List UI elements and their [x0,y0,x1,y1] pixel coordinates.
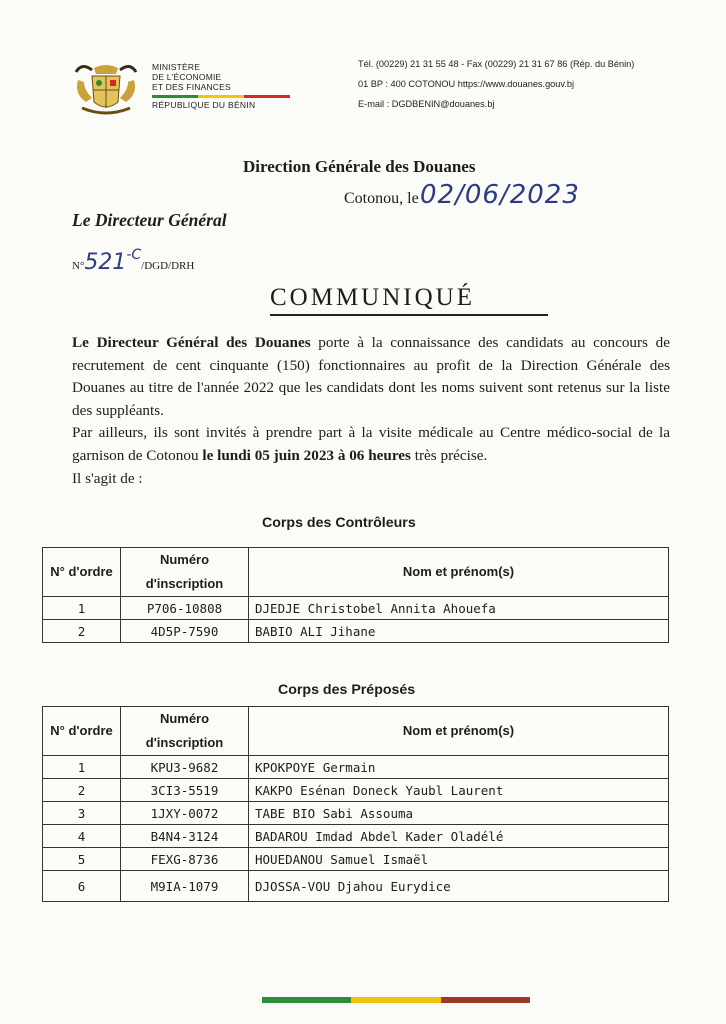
table-row [43,825,669,848]
body-paragraph-2 [72,422,670,467]
body-p2-end: très précise. [410,446,488,464]
cell-inscription: 4D5P-7590 [121,620,249,643]
cell-order: 6 [43,871,121,902]
contact-phone-line: Tél. (00229) 21 31 55 48 - Fax (00229) 21 31 67 86 (Rép. du Bénin) [358,59,635,69]
cell-name: BABIO ALI Jihane [249,620,669,643]
section-title-preposes: Corps des Préposés [278,682,416,698]
cell-name: BADAROU Imdad Abdel Kader Oladélé [249,825,669,848]
footer-color-band [262,997,530,1003]
table-row [43,779,669,802]
ministry-line: MINISTÈRE [152,62,201,72]
cell-order: 2 [43,620,121,643]
signatory-title: Le Directeur Général [72,210,227,230]
reference-suffix: -C [126,247,142,263]
cell-order: 5 [43,848,121,871]
contact-block [358,54,634,114]
cell-inscription: 1JXY-0072 [121,802,249,825]
table-header-row [43,548,669,597]
cell-name: HOUEDANOU Samuel Ismaël [249,848,669,871]
section-title-controleurs: Corps des Contrôleurs [262,515,416,531]
reference-prefix: N° [72,260,85,272]
body-paragraph-3: Il s'agit de : [72,469,143,487]
republic-label: RÉPUBLIQUE DU BÉNIN [152,100,256,110]
cell-order: 2 [43,779,121,802]
header-name: Nom et prénom(s) [249,707,669,756]
reference-number [72,247,195,275]
contact-address-line: 01 BP : 400 COTONOU https://www.douanes.gouv.bj [358,79,575,89]
cell-inscription: 3CI3-5519 [121,779,249,802]
ministry-line: DE L'ÉCONOMIE [152,72,222,82]
body-paragraph-1 [72,332,670,422]
header-inscription: Numéro d'inscription [121,548,249,597]
cell-order: 1 [43,756,121,779]
body-p2-bold: le lundi 05 juin 2023 à 06 heures [202,446,411,464]
header-inscription: Numéro d'inscription [121,707,249,756]
cell-name: TABE BIO Sabi Assouma [249,802,669,825]
table-row [43,802,669,825]
header-name: Nom et prénom(s) [249,548,669,597]
communique-title: COMMUNIQUÉ [270,284,475,311]
cell-name: DJEDJE Christobel Annita Ahouefa [249,597,669,620]
preposes-table [42,706,669,902]
cell-name: DJOSSA-VOU Djahou Eurydice [249,871,669,902]
benin-coat-of-arms-icon [66,60,146,122]
cell-order: 1 [43,597,121,620]
table-header-row [43,707,669,756]
title-underline [270,314,548,316]
body-p1-bold: Le Directeur Général des Douanes [72,334,311,351]
flag-stripe [152,95,290,98]
table-row [43,597,669,620]
cell-inscription: FEXG-8736 [121,848,249,871]
cell-inscription: M9IA-1079 [121,871,249,902]
header-order: N° d'ordre [43,548,121,597]
direction-title: Direction Générale des Douanes [243,157,476,176]
reference-handwritten-number: 521 [84,250,127,275]
communique-body [72,332,670,490]
cell-name: KPOKPOYE Germain [249,756,669,779]
cell-inscription: KPU3-9682 [121,756,249,779]
table-row [43,620,669,643]
body-p1-rest: porte à la connaissance des candidats au concours de recrutement de cent cinquante (150) fonctionnaires au profit de la Direction Générale des Douanes au titre de l'année 2022 que les candidats dont les noms suivent sont retenus sur la liste des suppléants. [72,334,671,419]
cell-name: KAKPO Esénan Doneck Yaubl Laurent [249,779,669,802]
table-row [43,848,669,871]
cell-inscription: B4N4-3124 [121,825,249,848]
controleurs-table [42,547,669,643]
reference-office: /DGD/DRH [141,260,195,272]
ministry-line: ET DES FINANCES [152,82,231,92]
header-order: N° d'ordre [43,707,121,756]
table-row [43,756,669,779]
cell-order: 4 [43,825,121,848]
contact-email-line: E-mail : DGDBENIN@douanes.bj [358,99,495,109]
place-date-label: Cotonou, le [344,190,419,207]
table-row [43,871,669,902]
ministry-block [152,62,292,110]
handwritten-date: 02/06/2023 [420,180,580,210]
body-p2-start: Par ailleurs, ils sont invités à prendre part à la visite médicale au Centre médico-social de la garnison de Cotonou [72,424,670,464]
cell-inscription: P706-10808 [121,597,249,620]
cell-order: 3 [43,802,121,825]
